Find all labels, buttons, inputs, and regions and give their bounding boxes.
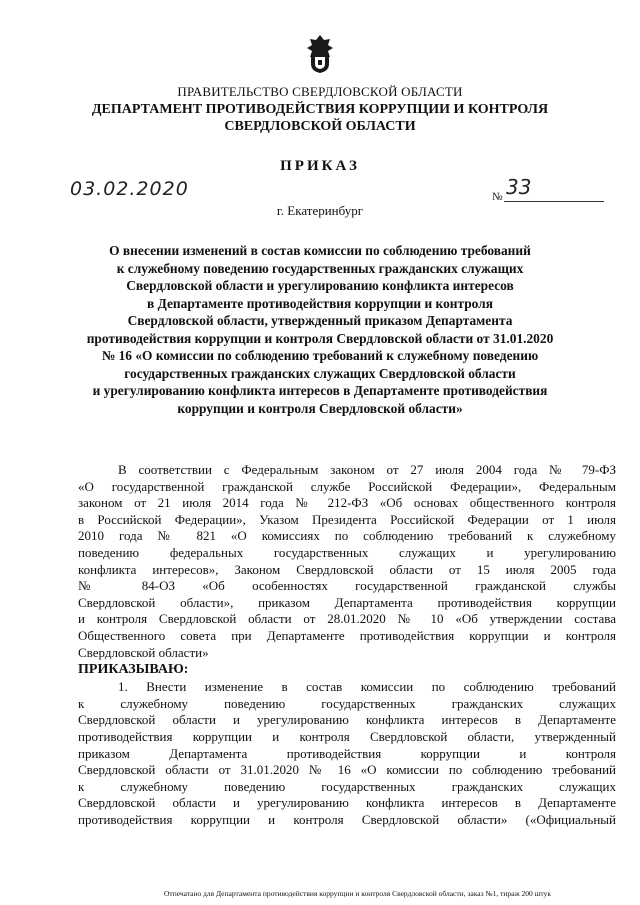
preamble-line: Общественного совета при Департаменте противодействия коррупции и контроля (78, 627, 616, 643)
title-line: государственных гражданских служащих Свердловской области (124, 365, 516, 381)
item-line: Свердловской области и урегулированию конфликта интересов в Департаменте (78, 795, 616, 811)
preamble-line: В соответствии с Федеральным законом от 27 июля 2004 года № 79-ФЗ (118, 462, 616, 477)
item-line: к служебному поведению государственных гражданских служащих (78, 695, 616, 711)
order-title (60, 242, 580, 417)
city: г. Екатеринбург (276, 203, 364, 218)
number-label: № (492, 191, 503, 203)
preamble-line: и контроля Свердловской области от 28.01.2020 № 10 «Об утверждении состава (78, 611, 616, 627)
preamble-line: поведению федеральных государственных служащих и урегулированию (78, 544, 616, 560)
item-line: противодействия коррупции и контроля Свердловской области» («Официальный (78, 811, 616, 827)
title-line: в Департаменте противодействия коррупции и контроля (147, 295, 493, 311)
item-line: приказом Департамента противодействия коррупции и контроля (78, 745, 616, 761)
coat-of-arms-icon (302, 34, 338, 74)
number-underline (504, 201, 604, 202)
preamble-line: 2010 года № 821 «О комиссиях по соблюдению требований к служебному (78, 528, 616, 544)
item-line: Свердловской области от 31.01.2020 № 16 «О комиссии по соблюдению требований (78, 762, 616, 778)
preamble-line: «О государственной гражданской службе Российской Федерации», Федеральным (78, 478, 616, 494)
handwritten-number: 33 (506, 175, 532, 199)
title-line: Свердловской области и урегулированию конфликта интересов (126, 278, 514, 293)
title-line: противодействия коррупции и контроля Свердловской области от 31.01.2020 (86, 330, 554, 346)
department-name-line1: ДЕПАРТАМЕНТ ПРОТИВОДЕЙСТВИЯ КОРРУПЦИИ И КОНТРОЛЯ (91, 102, 549, 117)
handwritten-date: 03.02.2020 (70, 178, 189, 200)
item-line: 1. Внести изменение в состав комиссии по соблюдению требований (118, 679, 616, 695)
title-line: Свердловской области, утвержденный приказом Департамента (127, 313, 513, 328)
preamble-line: конфликта интересов», Законом Свердловской области от 15 июля 2005 года (78, 561, 616, 577)
preamble-line: в Российской Федерации», Указом Президента Российской Федерации от 1 июля (78, 511, 616, 527)
order-body (78, 462, 616, 828)
department-name-line2: СВЕРДЛОВСКОЙ ОБЛАСТИ (224, 119, 416, 134)
print-footer: Отпечатано для Департамента противодействия коррупции и контроля Свердловской области, заказ №1, тираж 200 штук (164, 889, 551, 898)
preamble-line: № 84-ОЗ «Об особенностях государственной гражданской службы (78, 578, 616, 594)
title-line: и урегулированию конфликта интересов в Департаменте противодействия (92, 383, 548, 398)
item-line: противодействия коррупции и контроля Свердловской области, утвержденный (78, 728, 616, 744)
government-name: ПРАВИТЕЛЬСТВО СВЕРДЛОВСКОЙ ОБЛАСТИ (177, 84, 463, 99)
title-line: коррупции и контроля Свердловской области» (177, 400, 463, 416)
title-line: О внесении изменений в состав комиссии по соблюдению требований (109, 243, 531, 258)
order-directive: ПРИКАЗЫВАЮ: (78, 662, 189, 678)
item-line: Свердловской области и урегулированию конфликта интересов в Департаменте (78, 712, 616, 728)
title-line: к служебному поведению государственных гражданских служащих (116, 260, 524, 276)
preamble-line: Свердловской области» (78, 644, 209, 660)
item-line: к служебному поведению государственных гражданских служащих (78, 778, 616, 794)
preamble-line: законом от 21 июля 2014 года № 212-ФЗ «Об основах общественного контроля (78, 495, 616, 511)
title-line: № 16 «О комиссии по соблюдению требований к служебному поведению (101, 348, 539, 363)
document-type: ПРИКАЗ (280, 158, 360, 174)
preamble-line: Свердловской области», приказом Департамента противодействия коррупции (78, 594, 616, 610)
